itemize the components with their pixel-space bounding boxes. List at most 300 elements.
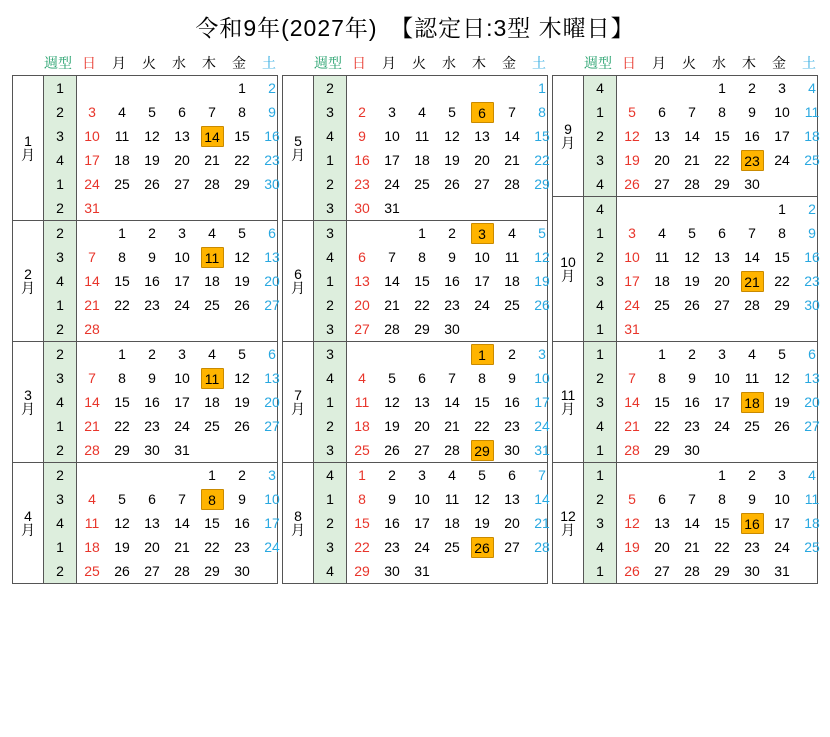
day-cell: 15 [114, 273, 130, 289]
day-cell: 23 [444, 297, 460, 313]
day-cell: 29 [114, 442, 130, 458]
day-cell-empty [197, 317, 227, 341]
day-cell: 21 [84, 297, 100, 313]
day-cell [467, 438, 497, 462]
day-cell: 20 [804, 394, 820, 410]
calendar-column-header [282, 51, 554, 75]
day-cell: 6 [808, 346, 816, 362]
day-cell: 18 [354, 418, 370, 434]
week-type-cell: 2 [314, 414, 347, 438]
day-cell: 4 [508, 225, 516, 241]
day-cell: 4 [208, 346, 216, 362]
week-type-cell: 1 [584, 100, 617, 124]
week-type-cell: 1 [584, 317, 617, 341]
header-day-5: 金 [502, 55, 516, 71]
day-cell: 18 [204, 394, 220, 410]
day-cell-empty [677, 317, 707, 341]
day-cell: 20 [654, 152, 670, 168]
day-cell: 22 [654, 418, 670, 434]
day-cell-empty [797, 559, 827, 583]
week-row [13, 511, 287, 535]
day-cell: 11 [804, 491, 820, 507]
day-cell: 3 [418, 467, 426, 483]
day-cell: 11 [84, 515, 100, 531]
day-cell: 19 [624, 152, 640, 168]
day-cell: 25 [744, 418, 760, 434]
day-cell: 6 [718, 225, 726, 241]
header-day-6: 土 [532, 55, 546, 71]
day-cell: 23 [504, 418, 520, 434]
day-cell: 24 [474, 297, 490, 313]
day-cell: 3 [778, 80, 786, 96]
week-type-cell: 2 [44, 221, 77, 245]
day-cell: 3 [778, 467, 786, 483]
week-row [13, 221, 287, 245]
week-row [283, 269, 557, 293]
week-type-cell: 1 [584, 559, 617, 583]
day-cell: 31 [774, 563, 790, 579]
week-type-cell: 1 [314, 390, 347, 414]
day-cell: 16 [264, 128, 280, 144]
day-cell: 20 [654, 539, 670, 555]
week-type-cell: 4 [44, 269, 77, 293]
day-cell: 24 [174, 297, 190, 313]
month-table [283, 76, 557, 220]
header-week-type: 週型 [314, 55, 342, 71]
day-cell: 4 [658, 225, 666, 241]
day-cell: 22 [414, 297, 430, 313]
day-cell: 13 [144, 515, 160, 531]
certification-day-marker: 16 [741, 513, 764, 534]
week-row [553, 511, 827, 535]
week-type-cell: 3 [314, 317, 347, 341]
week-type-cell: 3 [314, 342, 347, 366]
week-type-cell: 2 [44, 317, 77, 341]
week-row [13, 196, 287, 220]
day-cell: 10 [84, 128, 100, 144]
week-row [283, 245, 557, 269]
day-cell: 23 [804, 273, 820, 289]
day-cell: 17 [264, 515, 280, 531]
week-type-cell: 2 [584, 124, 617, 148]
day-cell-empty [677, 197, 707, 221]
day-cell-empty [737, 438, 767, 462]
day-cell: 12 [534, 249, 550, 265]
day-cell: 2 [748, 80, 756, 96]
day-cell-empty [77, 76, 108, 100]
day-cell: 18 [804, 128, 820, 144]
day-cell: 19 [624, 539, 640, 555]
day-cell: 1 [778, 201, 786, 217]
day-cell: 28 [384, 321, 400, 337]
day-cell: 17 [174, 273, 190, 289]
day-cell: 17 [774, 515, 790, 531]
day-cell: 11 [744, 370, 760, 386]
day-cell: 27 [654, 563, 670, 579]
day-cell: 20 [144, 539, 160, 555]
day-cell: 28 [684, 176, 700, 192]
month-block [12, 220, 278, 341]
day-cell: 20 [414, 418, 430, 434]
day-cell: 8 [118, 370, 126, 386]
day-cell: 9 [148, 370, 156, 386]
day-cell-empty [407, 196, 437, 220]
week-row [553, 76, 827, 100]
day-cell: 6 [418, 370, 426, 386]
day-cell: 28 [534, 539, 550, 555]
month-block [282, 75, 548, 220]
day-cell: 26 [624, 176, 640, 192]
day-cell: 27 [714, 297, 730, 313]
day-cell: 2 [388, 467, 396, 483]
day-cell-empty [647, 317, 677, 341]
day-cell: 15 [114, 394, 130, 410]
day-cell [197, 366, 227, 390]
day-cell: 6 [508, 467, 516, 483]
week-row [13, 317, 287, 341]
day-cell: 15 [414, 273, 430, 289]
day-cell: 16 [504, 394, 520, 410]
day-cell-empty [617, 76, 648, 100]
week-type-cell: 4 [314, 366, 347, 390]
header-day-2: 火 [142, 55, 156, 71]
header-week-type: 週型 [44, 55, 72, 71]
day-cell: 1 [118, 225, 126, 241]
day-cell: 11 [414, 128, 430, 144]
day-cell: 16 [384, 515, 400, 531]
day-cell: 13 [174, 128, 190, 144]
calendar-column-header [12, 51, 284, 75]
day-cell: 30 [264, 176, 280, 192]
day-cell: 4 [208, 225, 216, 241]
day-cell: 10 [174, 249, 190, 265]
day-cell: 3 [268, 467, 276, 483]
day-cell: 27 [264, 418, 280, 434]
day-cell [737, 269, 767, 293]
week-row [13, 76, 287, 100]
day-cell [737, 148, 767, 172]
month-block [12, 341, 278, 462]
day-cell-empty [167, 463, 197, 487]
day-cell: 1 [118, 346, 126, 362]
day-cell: 29 [714, 563, 730, 579]
day-cell: 26 [384, 442, 400, 458]
day-cell: 26 [114, 563, 130, 579]
month-block [552, 75, 818, 196]
day-cell: 25 [654, 297, 670, 313]
day-cell-empty [377, 221, 407, 245]
week-type-cell: 1 [584, 463, 617, 487]
week-row [283, 293, 557, 317]
day-cell: 19 [774, 394, 790, 410]
day-cell-empty [797, 317, 827, 341]
day-cell: 2 [808, 201, 816, 217]
day-cell: 26 [624, 563, 640, 579]
day-cell: 8 [478, 370, 486, 386]
week-row [13, 366, 287, 390]
day-cell: 29 [354, 563, 370, 579]
month-block [12, 75, 278, 220]
day-cell: 5 [388, 370, 396, 386]
day-cell: 5 [118, 491, 126, 507]
day-cell: 11 [504, 249, 520, 265]
header-spacer [282, 51, 312, 75]
day-cell: 31 [384, 200, 400, 216]
day-cell [197, 245, 227, 269]
day-cell-empty [437, 76, 467, 100]
week-type-cell: 3 [44, 487, 77, 511]
day-cell: 9 [148, 249, 156, 265]
day-cell: 16 [804, 249, 820, 265]
day-cell: 8 [658, 370, 666, 386]
day-cell: 19 [444, 152, 460, 168]
day-cell: 30 [744, 176, 760, 192]
day-cell-empty [227, 438, 257, 462]
day-cell: 10 [474, 249, 490, 265]
day-cell: 22 [474, 418, 490, 434]
day-cell: 1 [718, 467, 726, 483]
day-cell: 24 [774, 152, 790, 168]
day-cell: 22 [114, 418, 130, 434]
day-cell: 12 [684, 249, 700, 265]
day-cell [737, 390, 767, 414]
day-cell: 18 [654, 273, 670, 289]
day-cell-empty [797, 438, 827, 462]
day-cell: 13 [354, 273, 370, 289]
week-row [13, 124, 287, 148]
week-type-cell: 3 [584, 511, 617, 535]
day-cell: 24 [714, 418, 730, 434]
day-cell: 2 [448, 225, 456, 241]
month-label: 2 月 [13, 221, 44, 341]
day-cell: 11 [804, 104, 820, 120]
day-cell: 3 [538, 346, 546, 362]
day-cell: 7 [628, 370, 636, 386]
week-type-cell: 2 [314, 511, 347, 535]
week-row [283, 438, 557, 462]
week-type-cell: 3 [314, 196, 347, 220]
day-cell: 30 [744, 563, 760, 579]
day-cell: 4 [118, 104, 126, 120]
day-cell: 8 [118, 249, 126, 265]
day-cell: 9 [688, 370, 696, 386]
day-cell: 2 [148, 225, 156, 241]
day-cell: 26 [234, 418, 250, 434]
week-row [553, 390, 827, 414]
day-cell: 21 [174, 539, 190, 555]
day-cell: 23 [384, 539, 400, 555]
day-cell: 10 [774, 104, 790, 120]
day-cell: 16 [744, 128, 760, 144]
day-cell: 21 [534, 515, 550, 531]
day-cell: 17 [624, 273, 640, 289]
month-block [552, 196, 818, 341]
day-cell: 16 [144, 273, 160, 289]
day-cell: 13 [414, 394, 430, 410]
week-row [283, 463, 557, 487]
month-label: 8 月 [283, 463, 314, 583]
day-cell: 6 [358, 249, 366, 265]
day-cell: 3 [718, 346, 726, 362]
day-cell-empty [647, 76, 677, 100]
header-day-5: 金 [232, 55, 246, 71]
day-cell: 6 [268, 346, 276, 362]
week-type-cell: 4 [44, 390, 77, 414]
day-cell: 10 [264, 491, 280, 507]
day-cell: 9 [388, 491, 396, 507]
day-cell: 5 [778, 346, 786, 362]
month-label: 6 月 [283, 221, 314, 341]
day-cell-empty [347, 342, 378, 366]
day-cell: 20 [354, 297, 370, 313]
day-cell: 12 [234, 249, 250, 265]
day-cell: 10 [384, 128, 400, 144]
day-cell: 23 [144, 297, 160, 313]
day-cell-empty [107, 196, 137, 220]
day-cell: 8 [538, 104, 546, 120]
month-table [553, 463, 827, 583]
day-cell-empty [137, 317, 167, 341]
month-block [282, 462, 548, 584]
day-cell: 13 [264, 370, 280, 386]
day-cell: 6 [178, 104, 186, 120]
day-cell: 3 [388, 104, 396, 120]
week-type-cell: 1 [44, 172, 77, 196]
week-type-cell: 4 [584, 293, 617, 317]
day-cell: 23 [264, 152, 280, 168]
day-cell: 6 [148, 491, 156, 507]
day-cell: 15 [354, 515, 370, 531]
header-day-6: 土 [802, 55, 816, 71]
week-type-cell: 2 [584, 245, 617, 269]
day-cell-empty [467, 76, 497, 100]
day-cell: 1 [718, 80, 726, 96]
day-cell: 30 [234, 563, 250, 579]
week-row [13, 100, 287, 124]
month-table [13, 76, 287, 220]
day-cell: 15 [474, 394, 490, 410]
header-day-4: 木 [472, 55, 486, 71]
day-cell-empty [617, 342, 648, 366]
day-cell: 13 [654, 128, 670, 144]
day-cell: 5 [448, 104, 456, 120]
week-type-cell: 1 [44, 293, 77, 317]
day-cell: 11 [114, 128, 130, 144]
calendar-column [280, 51, 550, 584]
day-cell: 3 [178, 225, 186, 241]
day-cell: 6 [658, 104, 666, 120]
day-cell: 13 [654, 515, 670, 531]
day-cell: 7 [208, 104, 216, 120]
day-cell: 12 [624, 128, 640, 144]
week-type-cell: 2 [44, 196, 77, 220]
week-type-cell: 4 [314, 559, 347, 583]
week-row [283, 366, 557, 390]
day-cell [467, 535, 497, 559]
day-cell: 2 [358, 104, 366, 120]
week-type-cell: 3 [314, 100, 347, 124]
week-row [283, 342, 557, 366]
month-block [552, 462, 818, 584]
day-cell-empty [677, 463, 707, 487]
day-cell-empty [107, 317, 137, 341]
day-cell: 10 [414, 491, 430, 507]
day-cell: 12 [384, 394, 400, 410]
day-cell: 2 [148, 346, 156, 362]
month-table [13, 342, 287, 462]
day-cell: 7 [448, 370, 456, 386]
day-cell: 31 [174, 442, 190, 458]
day-cell-empty [407, 342, 437, 366]
day-cell: 14 [444, 394, 460, 410]
day-cell: 17 [774, 128, 790, 144]
day-cell-empty [737, 197, 767, 221]
month-label: 4 月 [13, 463, 44, 583]
day-cell: 10 [774, 491, 790, 507]
day-cell: 17 [384, 152, 400, 168]
week-row [13, 535, 287, 559]
day-cell: 17 [84, 152, 100, 168]
day-cell-empty [437, 196, 467, 220]
day-cell: 14 [624, 394, 640, 410]
day-cell: 21 [684, 539, 700, 555]
day-cell: 3 [628, 225, 636, 241]
day-cell: 28 [744, 297, 760, 313]
day-cell: 1 [658, 346, 666, 362]
day-cell: 30 [144, 442, 160, 458]
week-type-cell: 1 [44, 535, 77, 559]
week-type-cell: 4 [584, 76, 617, 100]
day-cell: 21 [84, 418, 100, 434]
day-cell: 10 [174, 370, 190, 386]
calendar-column [10, 51, 280, 584]
week-type-cell: 1 [584, 438, 617, 462]
day-cell: 11 [654, 249, 670, 265]
week-type-cell: 2 [44, 100, 77, 124]
day-cell: 20 [174, 152, 190, 168]
day-cell: 22 [534, 152, 550, 168]
day-cell: 15 [774, 249, 790, 265]
day-cell: 14 [84, 394, 100, 410]
day-cell: 15 [534, 128, 550, 144]
day-cell: 28 [84, 321, 100, 337]
week-row [13, 414, 287, 438]
day-cell: 16 [354, 152, 370, 168]
day-cell: 18 [204, 273, 220, 289]
day-cell: 26 [444, 176, 460, 192]
day-cell-empty [467, 317, 497, 341]
day-cell: 26 [534, 297, 550, 313]
day-cell: 8 [718, 491, 726, 507]
month-label: 10 月 [553, 197, 584, 341]
day-cell: 29 [204, 563, 220, 579]
day-cell: 7 [88, 249, 96, 265]
week-row [553, 245, 827, 269]
day-cell: 27 [144, 563, 160, 579]
day-cell: 10 [624, 249, 640, 265]
day-cell: 12 [474, 491, 490, 507]
week-type-cell: 1 [314, 269, 347, 293]
day-cell-empty [77, 221, 108, 245]
week-type-cell: 2 [44, 342, 77, 366]
day-cell: 15 [714, 515, 730, 531]
day-cell: 12 [144, 128, 160, 144]
week-row [13, 293, 287, 317]
day-cell: 14 [384, 273, 400, 289]
week-row [283, 390, 557, 414]
month-table [283, 221, 557, 341]
day-cell: 4 [448, 467, 456, 483]
